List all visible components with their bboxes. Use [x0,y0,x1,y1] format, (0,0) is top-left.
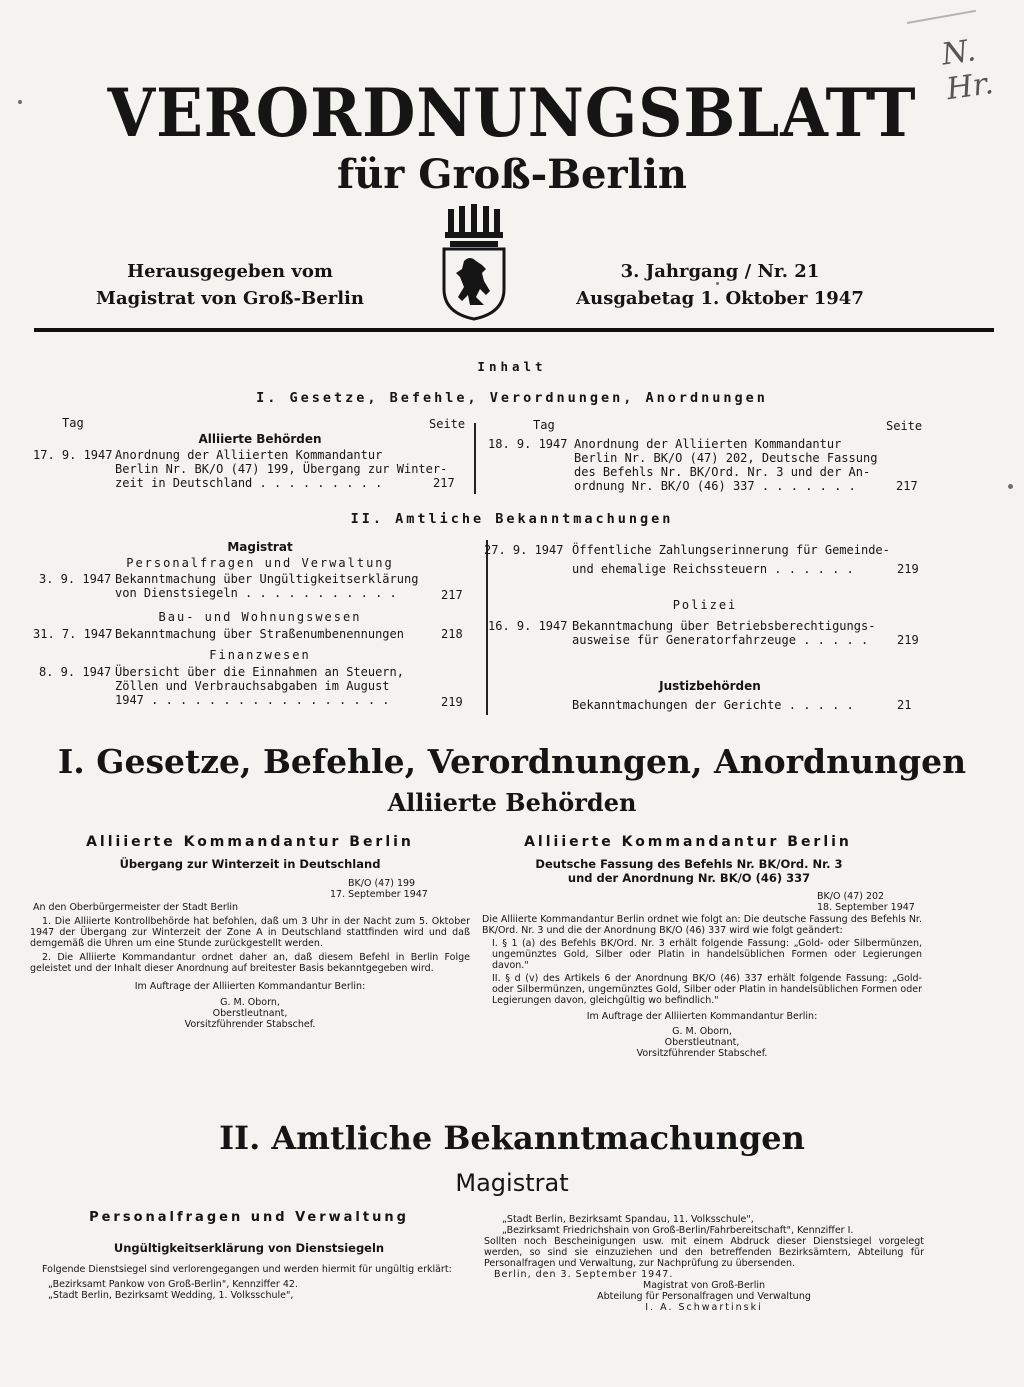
toc-entry-date: 17. 9. 1947 [33,448,113,462]
header-rule [34,328,994,332]
toc-entry-line: des Befehls Nr. BK/Ord. Nr. 3 und der An- [574,465,871,479]
notice-intro: Folgende Dienstsiegel sind verlorengegangen und werden hiermit für ungültig erklärt: [42,1264,452,1275]
toc-bau-heading: Bau- und Wohnungswesen [158,610,362,624]
toc-entry [33,627,463,643]
notice-heading: Personalfragen und Verwaltung [89,1210,409,1225]
notice-item: „Bezirksamt Friedrichshain von Groß-Berlin/Fahrbereitschaft", Kennziffer I. [502,1225,854,1236]
toc-entry-page: 217 [896,479,918,493]
toc-entry-line: zeit in Deutschland . . . . . . . . . [115,476,383,490]
toc-entry-date: 31. 7. 1947 [33,627,113,641]
toc-entry-page: 219 [441,695,463,709]
notice-title: Ungültigkeitserklärung von Dienstsiegeln [113,1241,385,1255]
toc-entry-page: 217 [433,476,455,490]
publisher-line-2: Magistrat von Groß-Berlin [96,288,364,309]
issue-line-2: Ausgabetag 1. Oktober 1947 [576,288,864,309]
order-title-line: und der Anordnung Nr. BK/O (46) 337 [567,871,811,885]
toc-entry [488,437,920,497]
toc-col-tag-right: Tag [533,418,555,432]
toc-entry-line: ordnung Nr. BK/O (46) 337 . . . . . . . [574,479,856,493]
toc-entry-text [115,572,418,600]
toc-entry-page: 21 [897,698,912,712]
toc-finanz-heading: Finanzwesen [209,648,311,662]
toc-entry-page: 218 [441,627,463,641]
notice-text: Sollten noch Bescheinigungen usw. mit einem Abdruck dieser Dienstsiegel vorgelegt werden, so sind sie einzuziehen und den betreffenden Bezirksämtern, Abteilung für Personalfragen und Verwaltung, zur Nachprüfung zu übersenden. [484,1236,924,1269]
toc-entry-line: Anordnung der Alliierten Kommandantur [115,448,383,462]
toc-entry-line: Übersicht über die Einnahmen an Steuern, [115,665,404,679]
order-signature-role: Vorsitzführender Stabschef. [184,1019,316,1030]
toc-entry-page: 217 [441,588,463,602]
order-signature-name: G. M. Oborn, [672,1026,732,1037]
publisher-block [60,258,400,312]
order-authority: Alliierte Kommandantur Berlin [86,834,414,850]
order-ref: BK/O (47) 202 [817,891,885,902]
print-speck [18,100,22,104]
toc-entry-page: 219 [897,633,919,647]
toc-entry-text [572,619,875,647]
notice-item: „Stadt Berlin, Bezirksamt Spandau, 11. Volksschule", [502,1214,754,1225]
toc-entry [33,448,463,496]
toc-entry-date: 3. 9. 1947 [39,572,112,586]
order-signature-intro: Im Auftrage der Alliierten Kommandantur Berlin: [586,1011,818,1022]
order-signature-rank: Oberstleutnant, [212,1008,288,1019]
toc-entry-date: 8. 9. 1947 [39,665,112,679]
toc-entry-text [115,448,447,490]
toc-col-seite-left: Seite [429,417,466,431]
notice-signature-line: Abteilung für Personalfragen und Verwaltung [597,1291,811,1302]
pencil-mark [904,0,976,24]
toc-polizei-heading: Polizei [672,598,738,612]
masthead-title: VERORDNUNGSBLATT [107,74,917,152]
toc-justiz-heading: Justizbehörden [659,679,761,693]
order-item: II. § d (v) des Artikels 6 der Anordnung BK/O (46) 337 erhält folgende Fassung: „Gold- oder Silbermünzen, ungemünztes Gold, Silber oder Platin in handelsüblichen Formen oder Legierungen davon, gleichgültig wo befindlich." [492,973,922,1006]
order-ref: BK/O (47) 199 [348,878,416,889]
toc-entry-line: und ehemalige Reichssteuern . . . . . . [572,562,854,576]
section1-subtitle: Alliierte Behörden [387,788,637,817]
toc-entry [484,543,924,575]
order-signature-role: Vorsitzführender Stabschef. [636,1048,768,1059]
berlin-bear-crest-icon [440,203,508,321]
order-paragraph: 2. Die Alliierte Kommandantur ordnet daher an, daß diesem Befehl in Berlin Folge geleistet und der Inhalt dieser Anordnung auf breitester Basis bekanntgegeben wird. [30,952,470,974]
toc-entry-line: Zöllen und Verbrauchsabgaben im August [115,679,390,693]
toc-title: Inhalt [477,359,547,374]
issue-line-1: 3. Jahrgang / Nr. 21 [620,261,820,282]
toc-entry-line: Anordnung der Alliierten Kommandantur [574,437,842,451]
toc-entry-text [574,437,877,493]
notice-left [30,1208,468,1301]
order-authority: Alliierte Kommandantur Berlin [524,834,852,850]
section1-title: I. Gesetze, Befehle, Verordnungen, Anordnungen [57,742,967,781]
print-speck [1008,484,1013,489]
handwritten-note: N. Hr. [939,33,996,108]
order-addressee: An den Oberbürgermeister der Stadt Berlin [33,902,239,913]
toc-entry-date: 16. 9. 1947 [488,619,568,633]
notice-signature-line: I. A. Schwartinski [645,1302,763,1313]
section2-subtitle: Magistrat [455,1169,569,1197]
section2-title: II. Amtliche Bekanntmachungen [219,1119,805,1157]
toc-entry [33,572,463,602]
toc-entry-line: ausweise für Generatorfahrzeuge . . . . . [572,633,869,647]
toc-entry-line: von Dienstsiegeln . . . . . . . . . . . [115,586,397,600]
toc-entry-line: Bekanntmachung über Ungültigkeitserklärung [115,572,419,586]
masthead-subtitle: für Groß-Berlin [337,151,687,198]
toc-entry-page: 219 [897,562,919,576]
order-title: Übergang zur Winterzeit in Deutschland [119,857,381,871]
toc-section1-title: I. Gesetze, Befehle, Verordnungen, Anordnungen [256,390,768,406]
toc-entry-text: Bekanntmachung über Straßenumbenennungen [115,627,404,641]
toc-col-tag-left: Tag [62,416,84,430]
toc-entry-date: 27. 9. 1947 [484,543,564,557]
order-signature-name: G. M. Oborn, [220,997,280,1008]
order-right [482,832,922,1059]
order-title-line: Deutsche Fassung des Befehls Nr. BK/Ord. Nr. 3 [535,857,843,871]
toc-entry-date: 18. 9. 1947 [488,437,568,451]
toc-entry-line: Berlin Nr. BK/O (47) 202, Deutsche Fassung [574,451,878,465]
notice-signature-line: Magistrat von Groß-Berlin [643,1280,765,1291]
notice-item: „Bezirksamt Pankow von Groß-Berlin", Kennziffer 42. [48,1279,298,1290]
toc-entry-line: 1947 . . . . . . . . . . . . . . . . . [115,693,390,707]
notice-right [484,1214,924,1313]
toc-entry-line: Öffentliche Zahlungserinnerung für Gemeinde- [572,543,890,557]
order-signature-intro: Im Auftrage der Alliierten Kommandantur Berlin: [134,981,366,992]
issue-block [560,258,880,312]
toc-entry [484,698,924,714]
notice-item: „Stadt Berlin, Bezirksamt Wedding, 1. Volksschule", [48,1290,294,1301]
order-paragraph: 1. Die Alliierte Kontrollbehörde hat befohlen, daß um 3 Uhr in der Nacht zum 5. Oktober 1947 der Übergang zur Winterzeit der Zone A in Deutschland stattfinden wird und daß demgemäß die Uhren um eine Stunde zurückgestellt werden. [30,916,470,949]
order-item: I. § 1 (a) des Befehls BK/Ord. Nr. 3 erhält folgende Fassung: „Gold- oder Silbermünzen, ungemünztes Gold, Silber oder Platin in handelsüblichen Formen oder Legierungen davon." [492,938,922,971]
toc-entry-text [572,543,890,576]
toc-entry-line: Berlin Nr. BK/O (47) 199, Übergang zur Winter- [115,462,448,476]
toc-magistrat-heading: Magistrat [227,540,293,554]
toc-entry [484,619,924,651]
toc-entry-text [115,665,404,707]
toc-personal-heading: Personalfragen und Verwaltung [126,556,394,570]
toc-section2-title: II. Amtliche Bekanntmachungen [350,511,674,527]
toc-allied-heading: Alliierte Behörden [198,432,322,446]
order-date: 18. September 1947 [817,902,915,913]
order-intro: Die Alliierte Kommandantur Berlin ordnet wie folgt an: Die deutsche Fassung des Befehls Nr. BK/Ord. Nr. 3 und die der Anordnung BK/O (46) 337 wird wie folgt geändert: [482,914,922,936]
order-signature-rank: Oberstleutnant, [664,1037,740,1048]
publisher-line-1: Herausgegeben vom [127,261,333,282]
toc-col-seite-right: Seite [886,419,923,433]
toc-entry [33,665,463,711]
toc-column-divider [474,423,476,494]
order-date: 17. September 1947 [330,889,428,900]
toc-entry-text: Bekanntmachungen der Gerichte . . . . . [572,698,854,712]
order-left [30,832,470,1030]
toc-entry-line: Bekanntmachung über Betriebsberechtigungs- [572,619,876,633]
print-speck [716,282,719,285]
notice-date: Berlin, den 3. September 1947. [494,1269,674,1280]
